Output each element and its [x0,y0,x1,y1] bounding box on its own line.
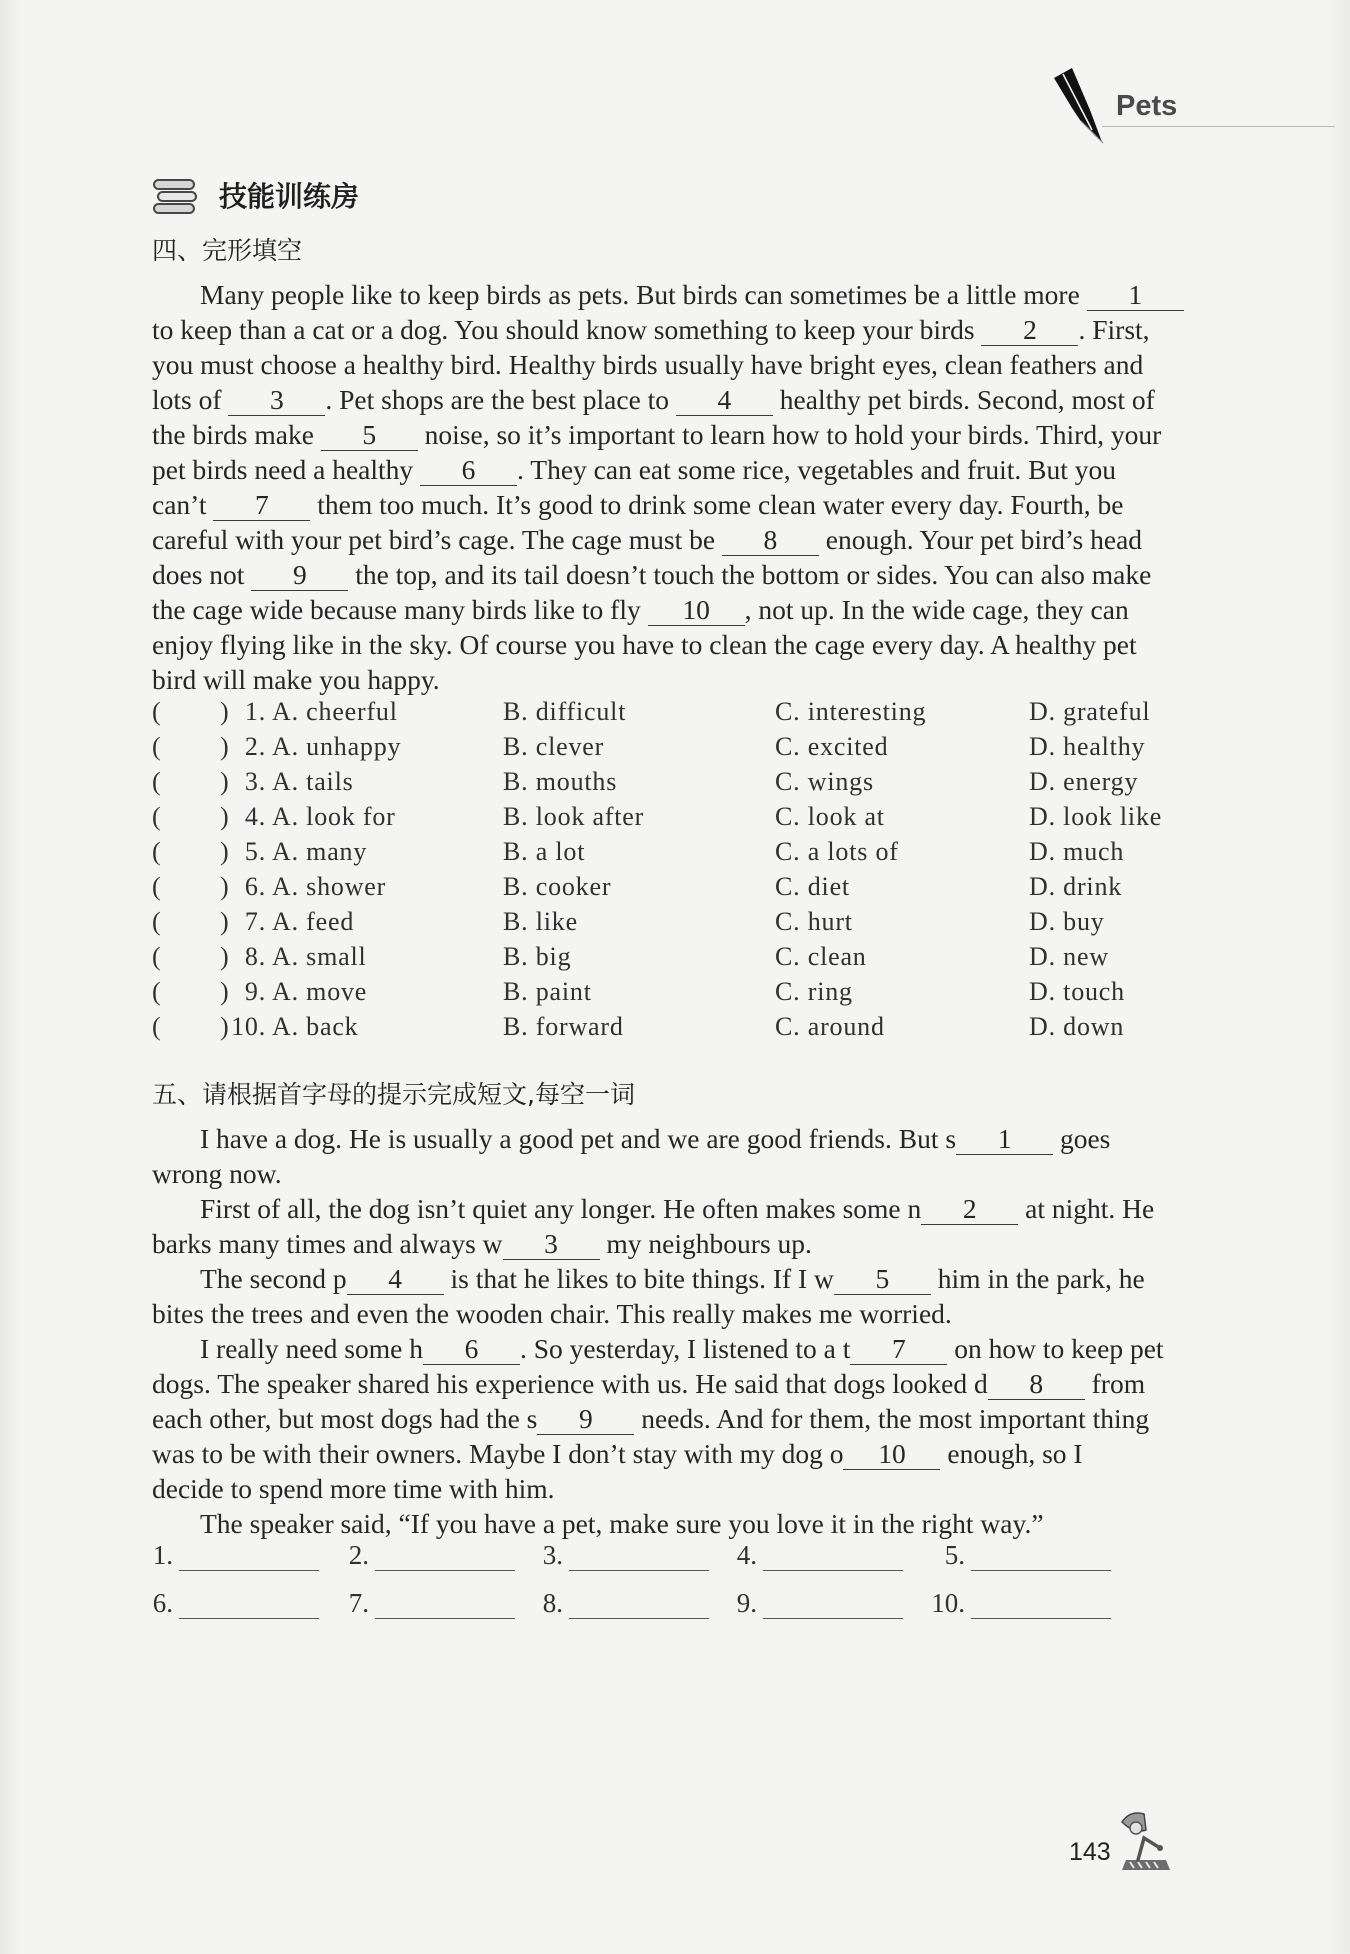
numbered-blank: 2 [921,1194,1018,1225]
answer-line [179,1570,319,1571]
passage-text: each other, but most dogs had the s [152,1403,538,1434]
question-row [152,939,1212,974]
answer-bracket-close: ) [220,732,230,761]
option-b: B. forward [503,1012,624,1041]
option-a: A. cheerful [272,697,398,726]
passage-line [152,452,1175,487]
passage-text: bites the trees and even the wooden chair. This really makes me worried. [152,1298,952,1329]
passage-text: The speaker said, “If you have a pet, make sure you love it in the right way.” [200,1508,1044,1539]
answer-bracket-open: ( [152,872,162,901]
passage-text: the cage wide because many birds like to fly [152,594,648,625]
option-a: A. tails [272,767,354,796]
answer-number: 10. [931,1588,965,1618]
question-number: 7. [244,907,266,936]
option-a: A. small [272,942,367,971]
answer-number: 3. [542,1540,563,1570]
answer-bracket-close: ) [220,1012,230,1041]
passage-line [152,347,1175,382]
option-c: C. hurt [775,907,853,936]
cloze-passage [152,277,1175,697]
passage-line [152,1226,1175,1261]
passage-text: careful with your pet bird’s cage. The cage must be [152,524,722,555]
option-d: D. healthy [1029,732,1146,761]
answer-bracket-close: ) [220,837,230,866]
numbered-blank: 8 [988,1369,1085,1400]
answer-number: 2. [348,1540,369,1570]
passage-text: needs. And for them, the most important thing [634,1403,1150,1434]
answer-bracket-open: ( [152,767,162,796]
passage-text: dogs. The speaker shared his experience with us. He said that dogs looked d [152,1368,988,1399]
answer-number: 8. [542,1588,563,1618]
passage-text: at night. He [1018,1193,1155,1224]
numbered-blank: 9 [251,560,348,591]
answer-bracket-open: ( [152,732,162,761]
option-b: B. paint [503,977,592,1006]
option-d: D. drink [1029,872,1123,901]
question-row [152,869,1212,904]
answer-line [375,1570,515,1571]
answer-bracket-open: ( [152,802,162,831]
answer-number: 1. [152,1540,173,1570]
option-d: D. look like [1029,802,1163,831]
question-row [152,729,1212,764]
answer-bracket-close: ) [220,907,230,936]
numbered-blank: 7 [213,490,310,521]
option-c: C. clean [775,942,867,971]
passage-text: Many people like to keep birds as pets. But birds can sometimes be a little more [200,279,1087,310]
passage-text: First of all, the dog isn’t quiet any longer. He often makes some n [200,1193,922,1224]
answer-line [763,1618,903,1619]
answer-line [971,1618,1111,1619]
answer-line [569,1570,709,1571]
option-c: C. wings [775,767,874,796]
answer-bracket-close: ) [220,802,230,831]
passage-text: the birds make [152,419,321,450]
answer-row [0,1538,1200,1578]
numbered-blank: 4 [347,1264,444,1295]
passage-text: the top, and its tail doesn’t touch the bottom or sides. You can also make [348,559,1152,590]
passage-text: you must choose a healthy bird. Healthy birds usually have bright eyes, clean feathers and [152,349,1144,380]
numbered-blank: 6 [423,1334,520,1365]
passage-text: them too much. It’s good to drink some clean water every day. Fourth, be [310,489,1124,520]
passage-line [152,312,1175,347]
passage-line [152,1471,1175,1506]
question-row [152,1009,1212,1044]
numbered-blank: 3 [503,1229,600,1260]
passage-line [152,1261,1175,1296]
passage-line [152,487,1175,522]
passage-text: my neighbours up. [599,1228,812,1259]
answer-bracket-close: ) [220,697,230,726]
option-d: D. energy [1029,767,1139,796]
passage-text: from [1084,1368,1146,1399]
option-c: C. excited [775,732,889,761]
passage-line [152,627,1175,662]
passage-line [152,592,1175,627]
passage-line [152,1296,1175,1331]
passage-text: . Pet shops are the best place to [325,384,676,415]
passage-text: The second p [200,1263,347,1294]
option-b: B. cooker [503,872,612,901]
passage-text: I have a dog. He is usually a good pet and we are good friends. But s [200,1123,957,1154]
answer-bracket-open: ( [152,697,162,726]
option-b: B. look after [503,802,645,831]
numbered-blank: 8 [722,525,819,556]
passage-line [152,1191,1175,1226]
passage-text: him in the park, he [930,1263,1145,1294]
option-d: D. much [1029,837,1125,866]
question-row [152,974,1212,1009]
passage-text: pet birds need a healthy [152,454,421,485]
passage-line [152,1156,1175,1191]
header-rule [1102,126,1335,127]
question-number: 2. [244,732,266,761]
passage-text: . So yesterday, I listened to a t [519,1333,851,1364]
numbered-blank: 4 [676,385,773,416]
option-a: A. shower [272,872,387,901]
numbered-blank: 6 [420,455,517,486]
answer-number: 9. [736,1588,757,1618]
question-row [152,694,1212,729]
passage-text: is that he likes to bite things. If I w [443,1263,834,1294]
option-c: C. look at [775,802,885,831]
option-a: A. unhappy [272,732,402,761]
passage-line [152,1506,1175,1541]
passage-text: was to be with their owners. Maybe I don’t stay with my dog o [152,1438,844,1469]
answer-line [569,1618,709,1619]
option-d: D. buy [1029,907,1105,936]
option-b: B. mouths [503,767,618,796]
passage-text: I really need some h [200,1333,423,1364]
passage-text: noise, so it’s important to learn how to hold your birds. Third, your [417,419,1162,450]
numbered-blank: 10 [648,595,745,626]
question-number: 9. [244,977,266,1006]
passage-line [152,1436,1175,1471]
answer-bracket-open: ( [152,977,162,1006]
fountain-pen-icon [1050,64,1110,146]
option-d: D. touch [1029,977,1125,1006]
section-title: 技能训练房 [219,180,360,213]
question-number: 10. [231,1012,266,1041]
numbered-blank: 1 [956,1124,1053,1155]
option-d: D. down [1029,1012,1125,1041]
question-row [152,834,1212,869]
passage-text: on how to keep pet [947,1333,1164,1364]
passage-line [152,662,1175,697]
question-number: 4. [244,802,266,831]
passage-text: , not up. In the wide cage, they can [744,594,1129,625]
answer-bracket-close: ) [220,942,230,971]
question-row [152,799,1212,834]
passage-line [152,277,1175,312]
passage-line [152,417,1175,452]
passage-text: barks many times and always w [152,1228,503,1259]
numbered-blank: 7 [850,1334,947,1365]
passage-text: . First, [1078,314,1150,345]
answer-bracket-open: ( [152,837,162,866]
numbered-blank: 3 [228,385,325,416]
desk-lamp-icon [1116,1808,1176,1872]
answer-bracket-close: ) [220,977,230,1006]
question-number: 6. [244,872,266,901]
answer-bracket-open: ( [152,1012,162,1041]
question-number: 8. [244,942,266,971]
passage-text: wrong now. [152,1158,282,1189]
passage-line [152,1366,1175,1401]
option-c: C. ring [775,977,853,1006]
answer-bracket-close: ) [220,767,230,796]
chapter-title: Pets [1116,90,1178,122]
passage-text: . They can eat some rice, vegetables and fruit. But you [517,454,1116,485]
passage-line [152,1121,1175,1156]
option-d: D. grateful [1029,697,1151,726]
completion-passage [152,1121,1175,1541]
option-b: B. a lot [503,837,586,866]
option-c: C. interesting [775,697,927,726]
option-b: B. clever [503,732,605,761]
answer-number: 6. [152,1588,173,1618]
option-c: C. diet [775,872,850,901]
option-b: B. difficult [503,697,627,726]
page-number: 143 [1069,1838,1111,1866]
passage-text: bird will make you happy. [152,664,440,695]
question-number: 1. [244,697,266,726]
answer-line [375,1618,515,1619]
numbered-blank: 1 [1087,280,1184,311]
numbered-blank: 10 [843,1439,940,1470]
passage-line [152,522,1175,557]
passage-line [152,1331,1175,1366]
numbered-blank: 5 [321,420,418,451]
option-b: B. big [503,942,572,971]
question-row [152,904,1212,939]
passage-text: decide to spend more time with him. [152,1473,555,1504]
option-a: A. back [272,1012,359,1041]
cloze-questions [152,694,1212,1044]
numbered-blank: 2 [981,315,1078,346]
answer-line [971,1570,1111,1571]
option-c: C. around [775,1012,885,1041]
numbered-blank: 9 [537,1404,634,1435]
answer-line [179,1618,319,1619]
completion-heading: 五、请根据首字母的提示完成短文,每空一词 [152,1080,635,1109]
numbered-blank: 5 [834,1264,931,1295]
answer-bracket-open: ( [152,907,162,936]
answer-number: 4. [736,1540,757,1570]
book-stack-icon [152,178,198,216]
passage-text: can’t [152,489,214,520]
answer-row [0,1586,1200,1626]
answer-bracket-open: ( [152,942,162,971]
option-a: A. move [272,977,368,1006]
question-number: 5. [244,837,266,866]
passage-text: enjoy flying like in the sky. Of course you have to clean the cage every day. A healthy pet [152,629,1137,660]
option-c: C. a lots of [775,837,899,866]
passage-line [152,382,1175,417]
passage-text: lots of [152,384,229,415]
option-a: A. look for [272,802,396,831]
passage-text: enough. Your pet bird’s head [818,524,1143,555]
question-number: 3. [244,767,266,796]
passage-line [152,557,1175,592]
option-d: D. new [1029,942,1109,971]
answer-line [763,1570,903,1571]
passage-line [152,1401,1175,1436]
answer-bracket-close: ) [220,872,230,901]
passage-text: healthy pet birds. Second, most of [772,384,1155,415]
option-b: B. like [503,907,578,936]
passage-text: goes [1053,1123,1111,1154]
option-a: A. feed [272,907,355,936]
passage-text: does not [152,559,252,590]
question-row [152,764,1212,799]
passage-text: enough, so I [940,1438,1083,1469]
answer-number: 5. [944,1540,965,1570]
option-a: A. many [272,837,368,866]
answer-number: 7. [348,1588,369,1618]
passage-text: to keep than a cat or a dog. You should know something to keep your birds [152,314,982,345]
cloze-heading: 四、完形填空 [152,236,303,265]
